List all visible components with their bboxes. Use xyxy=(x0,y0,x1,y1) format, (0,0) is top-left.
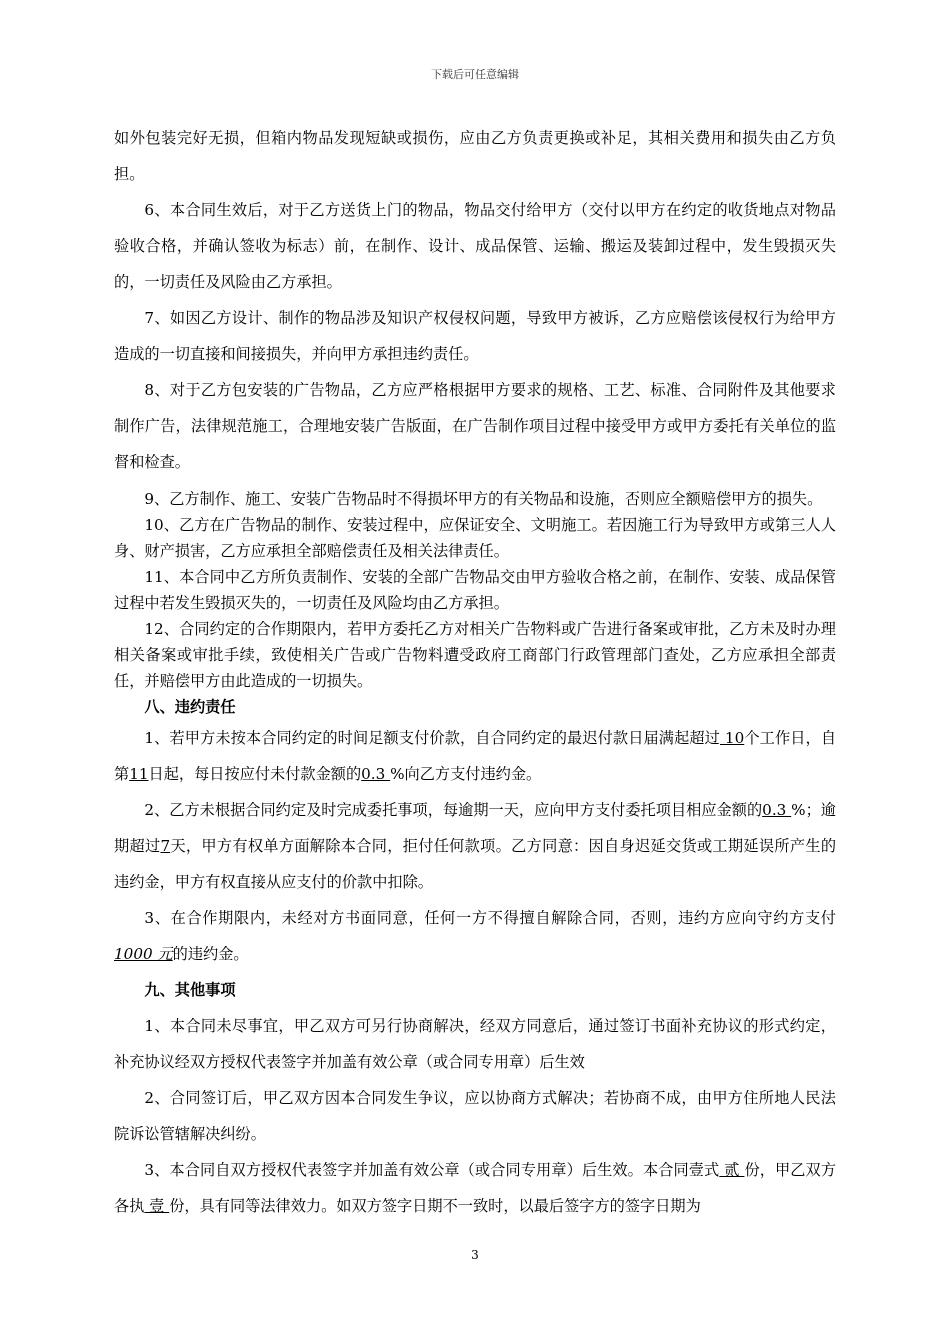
s9-c3-text-b: 份，甲乙双方各执 xyxy=(114,1161,837,1215)
s9-c3-text-c: 份，具有同等法律效力。如双方签字日期不一致时，以最后签字方的签字日期为 xyxy=(169,1197,701,1215)
paragraph-continuation: 如外包装完好无损，但箱内物品发现短缺或损伤，应由乙方负责更换或补足，其相关费用和损失由乙方负担。 xyxy=(114,129,836,183)
clause-7: 7、如因乙方设计、制作的物品涉及知识产权侵权问题，导致甲方被诉，乙方应赔偿该侵权行为给甲方造成的一切直接和间接损失，并向甲方承担违约责任。 xyxy=(114,309,836,363)
s8-c2-rate: 0.3 xyxy=(762,801,792,819)
s9-clause-1: 1、本合同未尽事宜，甲乙双方可另行协商解决，经双方同意后，通过签订书面补充协议的形式约定，补充协议经双方授权代表签字并加盖有效公章（或合同专用章）后生效 xyxy=(114,1017,836,1071)
section-9-title: 九、其他事项 xyxy=(144,981,236,999)
clause-10: 10、乙方在广告物品的制作、安装过程中，应保证安全、文明施工。若因施工行为导致甲方或第三人人身、财产损害，乙方应承担全部赔偿责任及相关法律责任。 xyxy=(114,516,836,560)
s8-c2-days: 7 xyxy=(160,837,171,855)
clause-6: 6、本合同生效后，对于乙方送货上门的物品，物品交付给甲方（交付以甲方在约定的收货地点对物品验收合格，并确认签收为标志）前，在制作、设计、成品保管、运输、搬运及装卸过程中，发生毁损灭失的，一切责任及风险由乙方承担。 xyxy=(114,201,836,291)
s8-clause-3 xyxy=(114,900,836,972)
s8-clause-1 xyxy=(114,720,836,792)
s8-c2-text-b: %；逾期超过 xyxy=(114,801,836,855)
s8-c2-text-a: 2、乙方未根据合同约定及时完成委托事项，每逾期一天，应向甲方支付委托项目相应金额的 xyxy=(144,801,763,819)
s9-c3-each: 壹 xyxy=(144,1197,170,1215)
clause-8: 8、对于乙方包安装的广告物品，乙方应严格根据甲方要求的规格、工艺、标准、合同附件及其他要求制作广告，法律规范施工，合理地安装广告版面，在广告制作项目过程中接受甲方或甲方委托有关单位的监督和检查。 xyxy=(114,381,836,471)
s9-c3-text-a: 3、本合同自双方授权代表签字并加盖有效公章（或合同专用章）后生效。本合同壹式 xyxy=(144,1161,720,1179)
clause-11: 11、本合同中乙方所负责制作、安装的全部广告物品交由甲方验收合格之前，在制作、安装、成品保管过程中若发生毁损灭失的，一切责任及风险均由乙方承担。 xyxy=(114,568,836,612)
clause-12: 12、合同约定的合作期限内，若甲方委托乙方对相关广告物料或广告进行备案或审批，乙方未及时办理相关备案或审批手续，致使相关广告或广告物料遭受政府工商部门行政管理部门查处，乙方应承担全部责任，并赔偿甲方由此造成的一切损失。 xyxy=(114,620,836,690)
s8-clause-2 xyxy=(114,792,836,900)
clause-9: 9、乙方制作、施工、安装广告物品时不得损坏甲方的有关物品和设施，否则应全额赔偿甲方的损失。 xyxy=(144,490,823,508)
s8-c1-text-d: %向乙方支付违约金。 xyxy=(390,765,542,783)
page-number: 3 xyxy=(471,1248,479,1262)
s8-c1-text-b: 个工作日，自第 xyxy=(114,729,837,783)
s8-c1-day-start: 11 xyxy=(129,765,149,783)
s8-c1-text-c: 日起，每日按应付未付款金额的 xyxy=(148,765,362,783)
document-body xyxy=(114,120,836,1224)
s9-clause-2: 2、合同签订后，甲乙双方因本合同发生争议，应以协商方式解决；若协商不成，由甲方住所地人民法院诉讼管辖解决纠纷。 xyxy=(114,1089,836,1143)
s8-c1-days: 10 xyxy=(719,729,745,747)
s8-c1-text-a: 1、若甲方未按本合同约定的时间足额支付价款，自合同约定的最迟付款日届满起超过 xyxy=(144,729,720,747)
s8-c3-text-a: 3、在合作期限内，未经对方书面同意，任何一方不得擅自解除合同，否则，违约方应向守约方支付 xyxy=(144,909,836,927)
section-8-title: 八、违约责任 xyxy=(144,698,236,716)
s9-c3-copies: 贰 xyxy=(719,1161,745,1179)
page-header: 下载后可任意编辑 xyxy=(431,68,519,81)
s8-c3-amount: 1000 元 xyxy=(114,945,173,963)
s8-c3-text-b: 的违约金。 xyxy=(172,945,249,963)
s9-clause-3 xyxy=(114,1152,836,1224)
s8-c1-rate: 0.3 xyxy=(361,765,391,783)
s8-c2-text-c: 天，甲方有权单方面解除本合同，拒付任何款项。乙方同意：因自身迟延交货或工期延误所产生的违约金，甲方有权直接从应支付的价款中扣除。 xyxy=(114,837,837,891)
